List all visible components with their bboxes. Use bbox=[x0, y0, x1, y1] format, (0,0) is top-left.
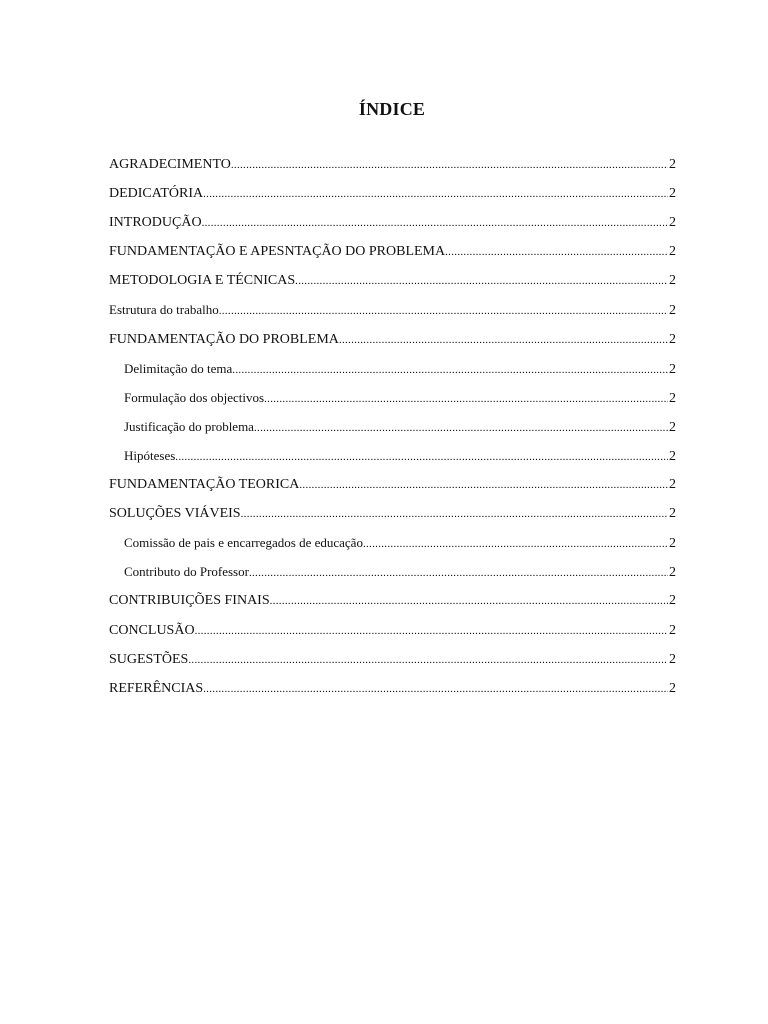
toc-dot-leader bbox=[249, 563, 668, 583]
toc-dot-leader bbox=[339, 330, 668, 350]
toc-entry-label: CONCLUSÃO bbox=[109, 622, 195, 638]
toc-entry-label: CONTRIBUIÇÕES FINAIS bbox=[109, 593, 270, 609]
toc-dot-leader bbox=[254, 418, 668, 438]
toc-page-number: 2 bbox=[669, 593, 676, 609]
toc-entry-label: Contributo do Professor bbox=[124, 564, 249, 580]
toc-page-number: 2 bbox=[669, 157, 676, 172]
toc-entry[interactable] bbox=[109, 213, 676, 242]
toc-entry-label: INTRODUÇÃO bbox=[109, 215, 202, 231]
toc-dot-leader bbox=[241, 504, 668, 524]
toc-entry-label: FUNDAMENTAÇÃO DO PROBLEMA bbox=[109, 331, 339, 347]
toc-page-number: 2 bbox=[669, 536, 676, 552]
toc-dot-leader bbox=[195, 621, 668, 641]
toc-entry-label: FUNDAMENTAÇÃO E APESNTAÇÃO DO PROBLEMA bbox=[109, 244, 446, 260]
toc-page-number: 2 bbox=[669, 361, 676, 377]
toc-dot-leader bbox=[270, 591, 668, 611]
toc-page-number: 2 bbox=[669, 477, 676, 493]
toc-dot-leader bbox=[219, 301, 668, 321]
toc-page-number: 2 bbox=[669, 331, 676, 347]
toc-entry-label: Formulação dos objectivos bbox=[124, 389, 265, 405]
toc-dot-leader bbox=[188, 650, 668, 670]
toc-entry[interactable] bbox=[109, 679, 676, 708]
toc-entry[interactable] bbox=[109, 621, 676, 650]
toc-entry[interactable] bbox=[109, 446, 676, 475]
toc-page-number: 2 bbox=[669, 651, 676, 667]
toc-dot-leader bbox=[264, 389, 668, 409]
toc-dot-leader bbox=[203, 679, 668, 699]
toc-dot-leader bbox=[231, 155, 668, 175]
toc-entry[interactable] bbox=[109, 271, 676, 300]
toc-entry-label: Estrutura do trabalho bbox=[109, 302, 219, 318]
toc-entry[interactable] bbox=[109, 533, 676, 562]
toc-page-number: 2 bbox=[669, 448, 676, 464]
toc-entry-label: REFERÊNCIAS bbox=[109, 680, 204, 696]
toc-dot-leader bbox=[232, 360, 668, 380]
toc-dot-leader bbox=[175, 447, 668, 467]
toc-page-number: 2 bbox=[669, 419, 676, 435]
toc-entry[interactable] bbox=[109, 242, 676, 271]
toc-entry-label: DEDICATÓRIA bbox=[109, 186, 204, 202]
toc-entry[interactable] bbox=[109, 591, 676, 620]
toc-entry[interactable] bbox=[109, 184, 676, 213]
toc-entry-label: AGRADECIMENTO bbox=[109, 157, 231, 172]
toc-entry-label: FUNDAMENTAÇÃO TEORICA bbox=[109, 477, 300, 493]
toc-page-number: 2 bbox=[669, 244, 676, 260]
table-of-contents bbox=[109, 155, 676, 708]
toc-page-number: 2 bbox=[669, 506, 676, 522]
toc-entry[interactable] bbox=[109, 155, 676, 184]
toc-dot-leader bbox=[295, 271, 668, 291]
toc-entry-label: Justificação do problema bbox=[124, 418, 254, 434]
toc-entry[interactable] bbox=[109, 417, 676, 446]
toc-entry[interactable] bbox=[109, 504, 676, 533]
toc-entry[interactable] bbox=[109, 330, 676, 359]
toc-page-number: 2 bbox=[669, 680, 676, 696]
toc-entry[interactable] bbox=[109, 475, 676, 504]
toc-page-number: 2 bbox=[669, 303, 676, 319]
toc-entry-label: SUGESTÕES bbox=[109, 651, 189, 667]
toc-entry-label: Delimitação do tema bbox=[124, 360, 233, 376]
toc-page-number: 2 bbox=[669, 565, 676, 581]
toc-page-number: 2 bbox=[669, 622, 676, 638]
toc-dot-leader bbox=[203, 184, 668, 204]
toc-page-number: 2 bbox=[669, 186, 676, 202]
toc-dot-leader bbox=[363, 534, 668, 554]
toc-entry[interactable] bbox=[109, 388, 676, 417]
toc-entry-label: SOLUÇÕES VIÁVEIS bbox=[109, 506, 241, 522]
toc-entry-label: METODOLOGIA E TÉCNICAS bbox=[109, 273, 296, 289]
toc-page-number: 2 bbox=[669, 390, 676, 406]
toc-entry-label: Hipóteses bbox=[124, 447, 176, 463]
toc-entry[interactable] bbox=[109, 650, 676, 679]
toc-entry[interactable] bbox=[109, 300, 676, 329]
toc-page-number: 2 bbox=[669, 215, 676, 231]
toc-dot-leader bbox=[299, 475, 668, 495]
toc-entry[interactable] bbox=[109, 562, 676, 591]
toc-entry[interactable] bbox=[109, 359, 676, 388]
page-title: ÍNDICE bbox=[358, 99, 426, 119]
toc-page-number: 2 bbox=[669, 273, 676, 289]
toc-dot-leader bbox=[445, 242, 668, 262]
toc-entry-label: Comissão de pais e encarregados de educação bbox=[124, 535, 363, 551]
toc-dot-leader bbox=[202, 213, 668, 233]
